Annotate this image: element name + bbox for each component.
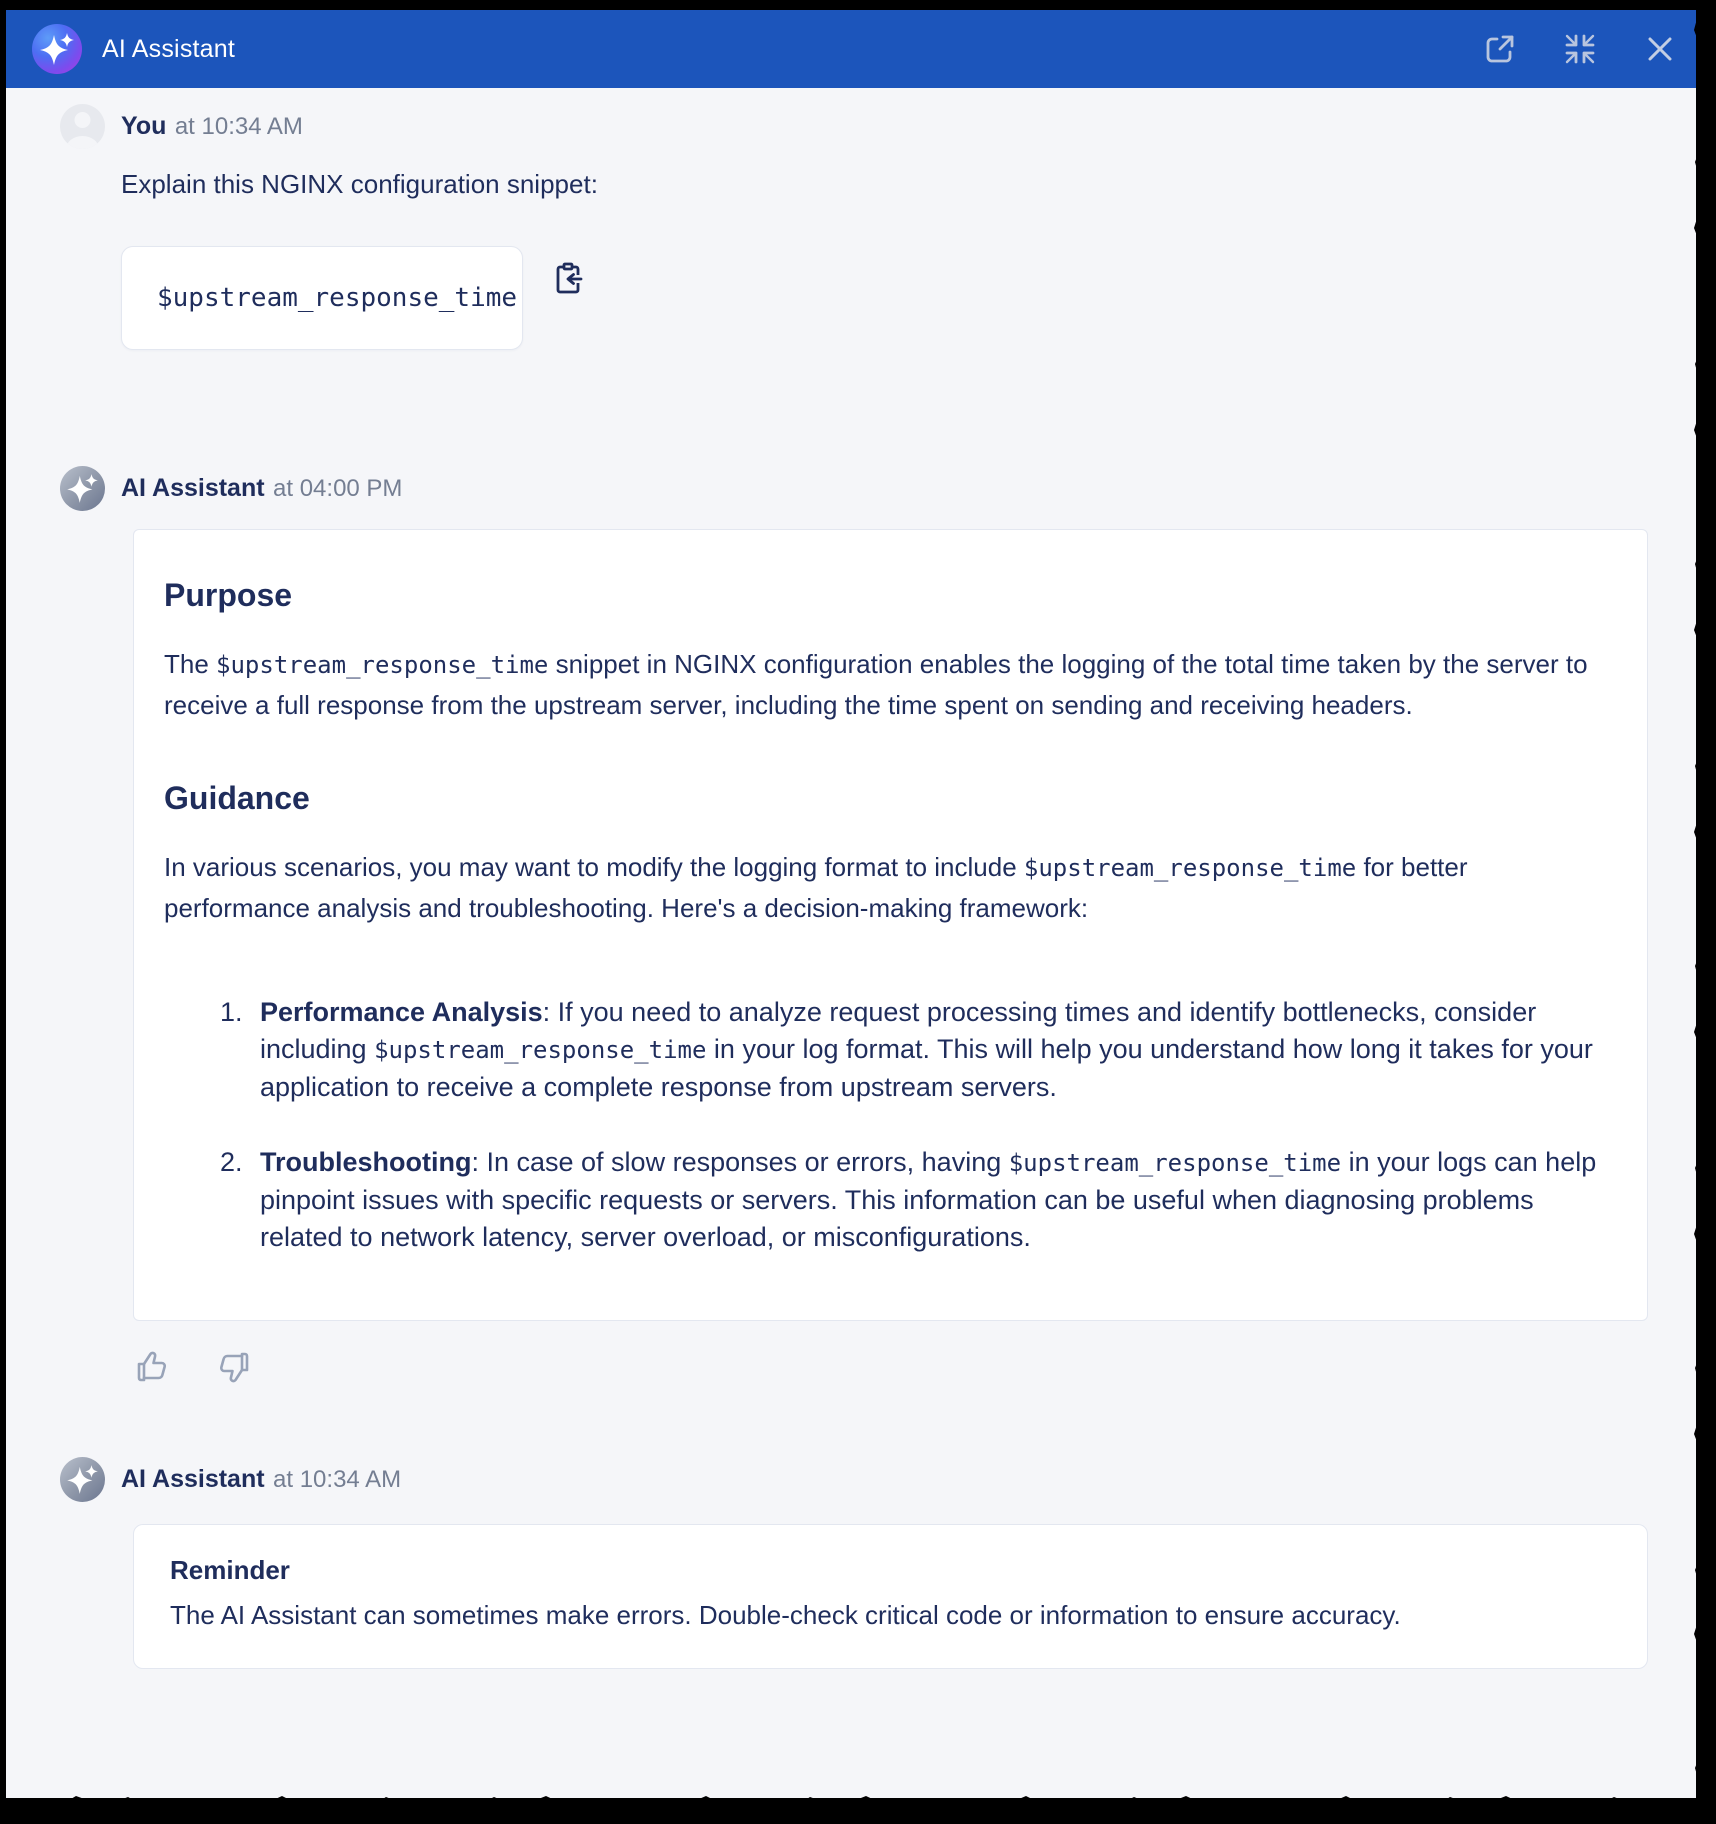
message-timestamp: at 10:34 AM bbox=[174, 113, 303, 140]
code-snippet-card bbox=[121, 246, 523, 350]
guidance-paragraph bbox=[164, 847, 1603, 928]
user-avatar bbox=[60, 104, 105, 149]
list-item-text-post: in your log format. This will help you understand how long it takes for your application to receive a complete response from upstream servers. bbox=[260, 1034, 1593, 1102]
inline-code: $upstream_response_time bbox=[216, 651, 549, 679]
assistant-message-header bbox=[60, 1457, 1648, 1502]
assistant-message-block bbox=[60, 466, 1648, 1387]
thumbs-down-icon[interactable] bbox=[213, 1347, 253, 1387]
user-message-text: Explain this NGINX configuration snippet: bbox=[121, 169, 598, 199]
purpose-paragraph bbox=[164, 644, 1603, 725]
message-timestamp: at 10:34 AM bbox=[273, 1466, 402, 1493]
guidance-text-pre: In various scenarios, you may want to modify the logging format to include bbox=[164, 852, 1024, 882]
user-message-header bbox=[60, 104, 1648, 149]
ai-assistant-panel bbox=[6, 10, 1696, 1798]
list-item-term: Troubleshooting bbox=[260, 1147, 472, 1177]
list-item-performance-analysis bbox=[250, 994, 1603, 1106]
ai-assistant-logo-icon bbox=[32, 24, 82, 74]
purpose-heading: Purpose bbox=[164, 577, 293, 613]
assistant-message-meta bbox=[121, 1465, 401, 1494]
assistant-avatar bbox=[60, 466, 105, 511]
reminder-text: The AI Assistant can sometimes make errors. Double-check critical code or information to ensure accuracy. bbox=[170, 1600, 1401, 1630]
guidance-heading: Guidance bbox=[164, 780, 310, 816]
author-name: AI Assistant bbox=[121, 1465, 265, 1493]
code-snippet-text: $upstream_response_time bbox=[157, 283, 518, 313]
assistant-reminder-block bbox=[60, 1457, 1648, 1669]
purpose-text-post: snippet in NGINX configuration enables the logging of the total time taken by the server to receive a full response from the upstream server, including the time spent on sending and receiving headers. bbox=[164, 649, 1588, 720]
author-name: You bbox=[121, 112, 167, 140]
copy-to-clipboard-icon[interactable] bbox=[551, 260, 587, 296]
collapse-icon[interactable] bbox=[1562, 31, 1598, 67]
inline-code: $upstream_response_time bbox=[1008, 1149, 1342, 1177]
list-item-term: Performance Analysis bbox=[260, 997, 543, 1027]
reminder-card bbox=[133, 1524, 1648, 1669]
list-item-text-pre: : If you need to analyze request processing times and identify bottlenecks, consider including bbox=[260, 997, 1537, 1064]
list-item-text-pre: : In case of slow responses or errors, having bbox=[471, 1147, 1009, 1177]
list-item-troubleshooting bbox=[250, 1144, 1603, 1256]
guidance-text-post: for better performance analysis and troubleshooting. Here's a decision-making framework: bbox=[164, 852, 1468, 923]
titlebar bbox=[6, 10, 1696, 88]
close-icon[interactable] bbox=[1642, 31, 1678, 67]
assistant-message-meta bbox=[121, 474, 402, 503]
user-message-meta bbox=[121, 112, 303, 141]
message-timestamp: at 04:00 PM bbox=[273, 475, 403, 502]
code-snippet-row bbox=[121, 246, 1648, 350]
purpose-text-pre: The bbox=[164, 649, 217, 679]
open-in-new-window-icon[interactable] bbox=[1482, 31, 1518, 67]
assistant-avatar bbox=[60, 1457, 105, 1502]
reminder-heading: Reminder bbox=[170, 1555, 290, 1585]
assistant-response-card bbox=[133, 529, 1648, 1321]
author-name: AI Assistant bbox=[121, 474, 265, 502]
chat-scroll-area[interactable] bbox=[6, 104, 1696, 1669]
thumbs-up-icon[interactable] bbox=[133, 1347, 173, 1387]
user-message-block bbox=[60, 104, 1648, 350]
inline-code: $upstream_response_time bbox=[374, 1036, 707, 1064]
inline-code: $upstream_response_time bbox=[1023, 854, 1357, 882]
assistant-message-header bbox=[60, 466, 1648, 511]
decision-framework-list bbox=[216, 994, 1603, 1256]
feedback-row bbox=[133, 1347, 1648, 1387]
panel-title: AI Assistant bbox=[102, 34, 236, 63]
list-item-text-post: in your logs can help pinpoint issues with specific requests or servers. This information can be useful when diagnosing problems related to network latency, server overload, or misconfigurations. bbox=[260, 1147, 1597, 1252]
